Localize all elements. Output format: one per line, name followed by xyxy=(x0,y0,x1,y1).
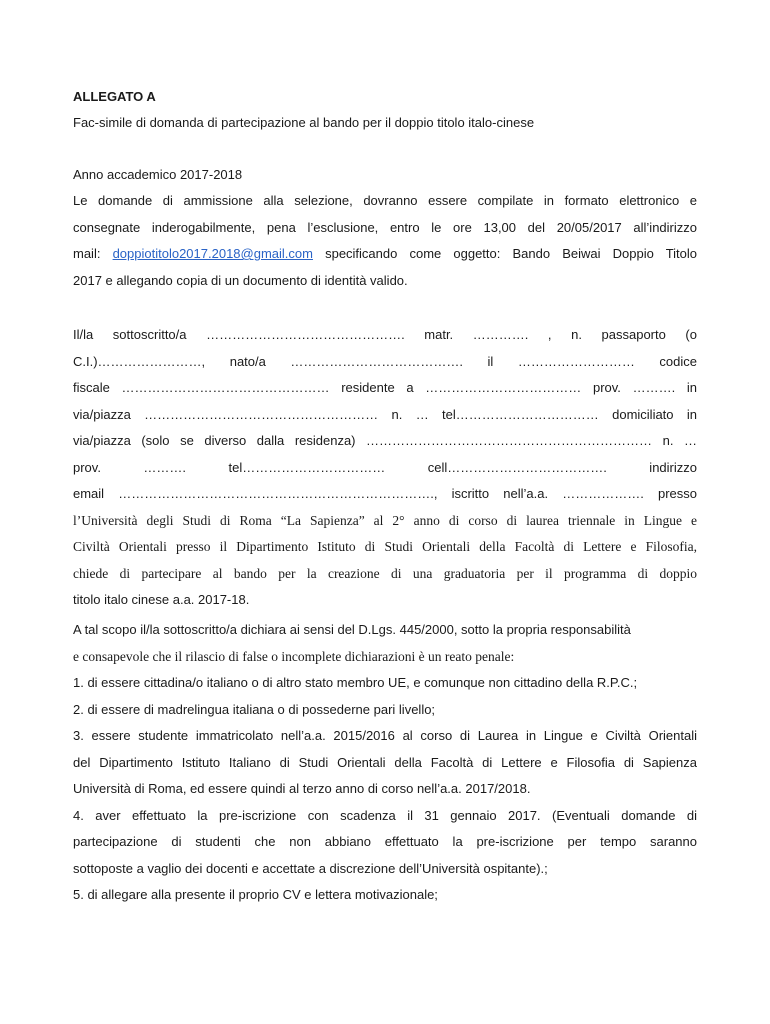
form-line: prov. ………. tel…………………………… cell………………………………. indirizzo xyxy=(73,459,697,475)
form-line: email ………………………………………………………………., iscritto nell’a.a. ………………. presso xyxy=(73,486,697,501)
list-item: 2. di essere di madrelingua italiana o di possederne pari livello; xyxy=(73,701,436,717)
form-line: fiscale ………………………………………… residente a ……………………………… prov. ………. in xyxy=(73,380,697,395)
academic-year: Anno accademico 2017-2018 xyxy=(73,167,243,182)
list-item: sottoposte a vaglio dei docenti e accettate a discrezione dell’Università ospitante).; xyxy=(73,860,548,876)
intro-line: Le domande di ammissione alla selezione, dovranno essere compilate in formato elettronico e xyxy=(73,193,697,208)
form-line: via/piazza (solo se diverso dalla residenza) ………………………………………………………… n. … xyxy=(73,433,697,448)
intro-line: 2017 e allegando copia di un documento di identità valido. xyxy=(73,272,408,288)
intro-line xyxy=(73,241,697,268)
declaration-section xyxy=(73,617,697,909)
form-line: l’Università degli Studi di Roma “La Sapienza” al 2° anno di corso di laurea triennale in Lingue e xyxy=(73,512,697,528)
document-heading: ALLEGATO A xyxy=(73,89,156,104)
declaration-line: e consapevole che il rilascio di false o incomplete dichiarazioni è un reato penale: xyxy=(73,648,515,664)
email-link[interactable]: doppiotitolo2017.2018@gmail.com xyxy=(112,246,313,261)
form-line: Civiltà Orientali presso il Dipartimento Istituto di Studi Orientali della Facoltà di Lettere e Filosofia, xyxy=(73,539,697,554)
intro-line: consegnate inderogabilmente, pena l’esclusione, entro le ore 13,00 del 20/05/2017 all’indirizzo xyxy=(73,219,697,235)
declaration-line: A tal scopo il/la sottoscritto/a dichiara ai sensi del D.Lgs. 445/2000, sotto la propria responsabilità xyxy=(73,622,631,637)
list-item: 1. di essere cittadina/o italiano o di altro stato membro UE, e comunque non cittadino della R.P.C.; xyxy=(73,675,638,690)
list-item: del Dipartimento Istituto Italiano di Studi Orientali della Facoltà di Lettere e Filosofia di Sapienza xyxy=(73,754,697,770)
intro-paragraph xyxy=(73,188,697,294)
form-line: C.I.)……………………, nato/a …………………………………. il ……………………… codice xyxy=(73,353,697,369)
form-line: Il/la sottoscritto/a ………………………………………. matr. …………. , n. passaporto (o xyxy=(73,327,697,342)
list-item: Università di Roma, ed essere quindi al terzo anno di corso nell’a.a. 2017/2018. xyxy=(73,781,531,796)
form-paragraph xyxy=(73,322,697,614)
document-subtitle: Fac-simile di domanda di partecipazione al bando per il doppio titolo italo-cinese xyxy=(73,115,535,130)
intro-text: specificando come oggetto: Bando Beiwai Doppio Titolo xyxy=(312,246,698,261)
list-item: 4. aver effettuato la pre-iscrizione con scadenza il 31 gennaio 2017. (Eventuali domande di xyxy=(73,807,697,823)
mail-label: mail: xyxy=(73,246,113,261)
list-item: 3. essere studente immatricolato nell’a.a. 2015/2016 al corso di Laurea in Lingue e Civiltà Orientali xyxy=(73,728,697,743)
list-item: partecipazione di studenti che non abbiano effettuato la pre-iscrizione per tempo saranno xyxy=(73,834,697,849)
form-line: via/piazza ……………………………………………… n. … tel…………………………… domiciliato in xyxy=(73,406,697,422)
form-line: chiede di partecipare al bando per la creazione di una graduatoria per il programma di doppio xyxy=(73,565,697,581)
form-line: titolo italo cinese a.a. 2017-18. xyxy=(73,592,250,607)
list-item: 5. di allegare alla presente il proprio CV e lettera motivazionale; xyxy=(73,887,438,902)
